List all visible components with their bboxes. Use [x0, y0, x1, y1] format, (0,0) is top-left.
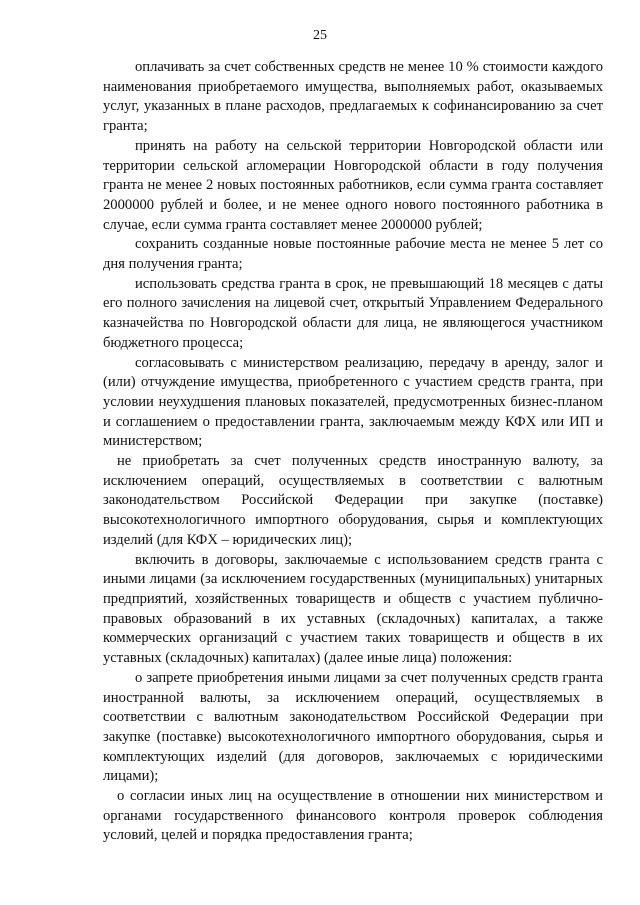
paragraph-property-approval: согласовывать с министерством реализацию, передачу в аренду, залог и (или) отчуждение имущества, приобретенного с участием средств гранта, при условии неухудшения плановых показателей, предусмотренных бизнес-планом и соглашением о предоставлении гранта, заключаемым между КФХ или ИП и министерством;	[103, 354, 603, 450]
paragraph-grant-term: использовать средства гранта в срок, не превышающий 18 месяцев с даты его полного зачисления на лицевой счет, открытый Управлением Федерального казначейства по Новгородской области для лица, не являющегося участником бюджетного процесса;	[103, 275, 603, 351]
paragraph-currency-prohibition: о запрете приобретения иными лицами за счет полученных средств гранта иностранной валюты, за исключением операций, осуществляемых в соответствии с валютным законодательством Российской Федерации при закупке (поставке) высокотехнологичного импортного оборудования, сырья и комплектующих изделий (для договоров, заключаемых с юридическими лицами);	[103, 669, 603, 785]
paragraph-no-foreign-currency: не приобретать за счет полученных средств иностранную валюту, за исключением операций, осуществляемых в соответствии с валютным законодательством Российской Федерации при закупке (поставке) высокотехнологичного импортного оборудования, сырья и комплектующих изделий (для КФХ – юридических лиц);	[103, 453, 603, 548]
paragraph-cofinancing: оплачивать за счет собственных средств не менее 10 % стоимости каждого наименования приобретаемого имущества, выполняемых работ, оказываемых услуг, указанных в плане расходов, предлагаемых к софинансированию за счет гранта;	[103, 59, 603, 135]
paragraph-keep-jobs: сохранить созданные новые постоянные рабочие места не менее 5 лет со дня получения гранта;	[103, 236, 603, 273]
page-number: 25	[313, 28, 327, 43]
paragraph-inspection-consent: о согласии иных лиц на осуществление в отношении них министерством и органами государственного финансового контроля проверок соблюдения условий, целей и порядка предоставления гранта;	[103, 788, 603, 844]
document-body	[103, 58, 603, 846]
paragraph-hire-workers: принять на работу на сельской территории Новгородской области или территории сельской агломерации Новгородской области в году получения гранта не менее 2 новых постоянных работников, если сумма гранта составляет 2000000 рублей и более, и не менее одного нового постоянного работника в случае, если сумма гранта составляет менее 2000000 рублей;	[103, 137, 603, 233]
paragraph-contract-provisions: включить в договоры, заключаемые с использованием средств гранта с иными лицами (за исключением государственных (муниципальных) унитарных предприятий, хозяйственных товариществ и обществ с участием публично-правовых образований в их уставных (складочных) капиталах, а также коммерческих организаций с участием таких товариществ и обществ в их уставных (складочных) капиталах) (далее иные лица) положения:	[103, 551, 603, 667]
